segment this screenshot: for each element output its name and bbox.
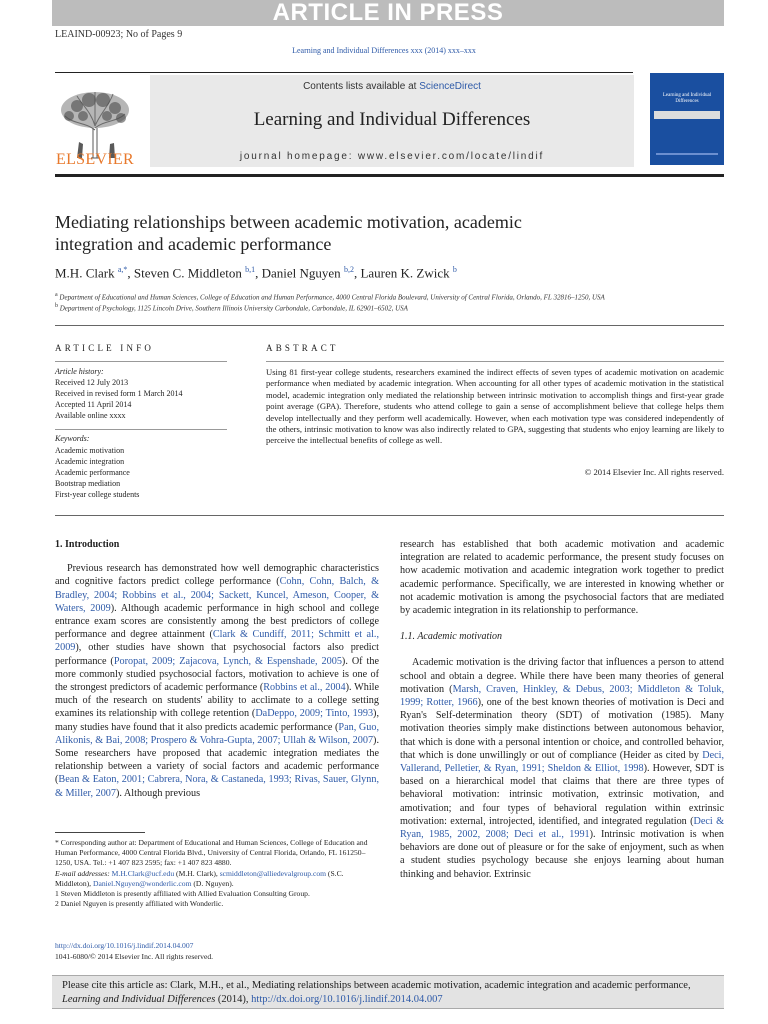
keywords-rule: [55, 429, 227, 430]
article-id: LEAIND-00923; No of Pages 9: [55, 29, 183, 40]
body-text: ). Although previous: [116, 787, 201, 799]
affiliation-b: [55, 303, 408, 312]
citation-link[interactable]: Marsh, Craven, Hinkley, & Debus, 2003; Middleton & Toluk, 1999; Rotter, 1966: [400, 683, 724, 709]
affiliation-marker: a: [55, 292, 58, 298]
body-text: Academic motivation is the driving factor that influences a person to attend school and obtain a degree. While there have been many theories of general motivation (: [400, 657, 724, 695]
section-heading-introduction: 1. Introduction: [55, 539, 120, 550]
author-affiliation-marker[interactable]: b,2: [343, 265, 354, 274]
abstract-heading: ABSTRACT: [266, 343, 339, 353]
keyword-item: Academic integration: [55, 457, 125, 466]
citation-link[interactable]: Poropat, 2009; Zajacova, Lynch, & Espenshade, 2005: [113, 655, 342, 667]
author-list: M.H. Clark $^{a,*}$, Steven C. Middleton $^{b,1}$, Daniel Nguyen $^{b,2}$, Lauren K. Zwick $^b$: [55, 265, 457, 281]
keyword-item: Academic motivation: [55, 446, 125, 455]
cover-image-band: [654, 111, 720, 119]
journal-reference-link[interactable]: Learning and Individual Differences xxx (2014) xxx–xxx: [292, 46, 476, 55]
body-text: ), one of the best known theories of motivation is Deci and Ryan's Self-determination theory (SDT) of motivation (1985). Many motivation theories simply make distinctions between autonomous behavior, that which is done with a personal intention or choice, and controlled behavior, that which is done unwillingly or out of compliance (Heider as cited by: [400, 697, 724, 761]
affiliation-a: [55, 292, 605, 301]
article-history-label: Article history:: [55, 367, 104, 376]
email-owner: (D. Nguyen).: [191, 878, 234, 888]
history-revised: Received in revised form 1 March 2014: [55, 389, 183, 398]
doi-link[interactable]: http://dx.doi.org/10.1016/j.lindif.2014.04.007: [55, 941, 194, 950]
citation-link[interactable]: Deci & Ryan, 1985, 2002, 2008; Deci et al., 1991: [400, 815, 725, 841]
masthead-thick-rule: [55, 174, 724, 177]
article-info-heading: ARTICLE INFO: [55, 343, 155, 353]
author-name: M.H. Clark: [55, 265, 115, 281]
cover-journal-title: Learning and Individual Differences: [662, 93, 712, 104]
author-affiliation-marker[interactable]: b,1: [245, 265, 256, 274]
email-link-clark[interactable]: M.H.Clark@ucf.edu: [111, 868, 175, 878]
citation-year: (2014),: [215, 994, 252, 1005]
subsection-heading-academic-motivation: 1.1. Academic motivation: [400, 631, 503, 643]
academic-motivation-paragraph: [400, 656, 724, 880]
article-in-press-banner: ARTICLE IN PRESS: [52, 0, 724, 26]
citation-text: Please cite this article as: Clark, M.H., et al., Mediating relationships between academic motivation, academic integration and academic performance,: [62, 980, 691, 991]
author-affiliation-marker[interactable]: a,*: [117, 265, 128, 274]
email-owner: (M.H. Clark),: [174, 868, 220, 878]
affiliation-marker: b: [55, 303, 58, 309]
keywords-label: Keywords:: [55, 434, 90, 443]
keyword-item: First-year college students: [55, 490, 140, 499]
body-text: ). While much of the research on students' ability to acclimate to a college setting examines its relationship with college retention (: [55, 682, 379, 720]
footnotes: [55, 838, 379, 909]
affiliation-text: Department of Educational and Human Sciences, College of Education and Human Performance, 4000 Central Florida Boulevard, University of Central Florida, Orlando, FL 32816–1250, USA: [59, 293, 605, 302]
email-label: E-mail addresses:: [55, 868, 112, 878]
history-available: Available online xxxx: [55, 411, 126, 420]
contents-prefix: Contents lists available at: [303, 81, 420, 92]
contents-available-line: [150, 81, 634, 92]
body-text: ), many studies have found that it also predicts academic performance (: [55, 708, 379, 733]
journal-homepage[interactable]: journal homepage: www.elsevier.com/locate/lindif: [239, 151, 545, 162]
right-paragraph-continued: research has established that both academic motivation and academic integration are related to academic performance, the present study focuses on how academic motivation and academic integration work together to predict academic performance. Specifically, we are interested in knowing whether or not academic motivation is among the psychosocial factors that are mediated by academic integration in its relationship to performance.: [400, 539, 724, 617]
citation-link[interactable]: Clark & Cundiff, 2011; Schmitt et al., 2009: [55, 629, 379, 654]
abstract-rule: [266, 361, 724, 362]
citation-link[interactable]: Pan, Guo, Alikonis, & Bai, 2008; Prospero & Vohra-Gupta, 2007; Ullah & Wilson, 2007: [55, 721, 379, 746]
history-accepted: Accepted 11 April 2014: [55, 400, 132, 409]
article-info-rule: [55, 361, 227, 362]
title-line-2: integration and academic performance: [55, 234, 332, 254]
email-link-middleton[interactable]: scmiddleton@alliedevalgroup.com: [219, 868, 327, 878]
body-text: ). Although academic performance in high school and college entrance exam scores are consistently among the best predictors of college performance and degree attainment (: [55, 602, 380, 641]
affiliation-rule: [55, 325, 724, 326]
history-received: Received 12 July 2013: [55, 378, 129, 387]
affiliation-text: Department of Psychology, 1125 Lincoln Drive, Southern Illinois University Carbondale, Carbondale, IL 62901–6502, USA: [59, 304, 408, 313]
citation-box: [52, 975, 724, 1009]
body-text: ). Of the more commonly studied psychosocial factors, motivation to achieve is one of the strongest predictors of academic performance (: [55, 655, 379, 694]
body-text: ). However, SDT is based on a hierarchical model that claims that there are three types of behavioral motivation: intrinsic motivation, extrinsic motivation, and amotivation; and four types of behavioral regulation within extrinsic motivation: external, introjected, identified, and integrated regulation (: [400, 763, 724, 827]
keyword-item: Bootstrap mediation: [55, 479, 121, 488]
citation-doi-link[interactable]: http://dx.doi.org/10.1016/j.lindif.2014.04.007: [251, 994, 443, 1005]
email-link-nguyen[interactable]: Daniel.Nguyen@wonderlic.com: [92, 878, 192, 888]
cover-footer-rule: [656, 153, 718, 155]
author-affiliation-marker[interactable]: b: [452, 265, 457, 274]
issn-copyright-line: 1041-6080/© 2014 Elsevier Inc. All rights reserved.: [55, 952, 214, 961]
journal-masthead: [150, 75, 634, 167]
citation-link[interactable]: Robbins et al., 2004: [263, 682, 346, 694]
title-line-1: Mediating relationships between academic motivation, academic: [55, 212, 522, 232]
body-text: Previous research has demonstrated how well demographic characteristics and cognitive factors predict college performance (: [55, 563, 379, 588]
email-owner: (S.C. Middleton),: [55, 868, 344, 888]
abstract-text: Using 81 first-year college students, researchers examined the indirect effects of seven types of academic motivation on academic performance when mediated by academic integration. When accounting for all other types of academic motivation in the statistical model, academic integration only mediated the relationship between intrinsic motivation to accomplish things and first-year grade point average (GPA). Therefore, students who attend college to gain a sense of accomplishment believe that college helps them develop intellectually and they perform well academically. However, when each motivation type was considered independently of the others, intrinsic motivation to know was also indirectly related to GPA, suggesting that students who enjoy learning are likely to perceive the intellectual benefits of college as well.: [266, 367, 724, 446]
body-text: ), other studies have shown that psychosocial factors also predict performance (: [55, 642, 379, 667]
citation-link[interactable]: DaDeppo, 2009; Tinto, 1993: [255, 708, 374, 720]
body-right-column: [400, 538, 724, 881]
citation-link[interactable]: Bean & Eaton, 2001; Cabrera, Nora, & Castaneda, 1993; Rivas, Sauer, Glynn, & Miller, 2007: [55, 774, 379, 799]
body-text: ). Some researchers have proposed that academic integration mediates the relationship between a variety of social factors and academic performance (: [55, 734, 379, 786]
journal-cover-thumbnail[interactable]: [650, 73, 724, 165]
keyword-item: Academic performance: [55, 468, 130, 477]
header-rule: [55, 72, 633, 73]
footnote-rule: [55, 832, 145, 833]
abstract-copyright: © 2014 Elsevier Inc. All rights reserved.: [584, 467, 724, 477]
email-addresses-note: [55, 869, 379, 889]
paper-title: [55, 211, 655, 255]
citation-journal: Learning and Individual Differences: [62, 994, 216, 1005]
body-left-column: [55, 538, 379, 800]
corresponding-author-note: * Corresponding author at: Department of Educational and Human Sciences, College of Education and Human Performance, 4000 Central Florida Blvd., University of Central Florida, Orlando, FL 161250–1250, USA. Tel.: +1 407 823 2595; fax: +1 407 823 4880.: [55, 838, 368, 868]
author-name: Lauren K. Zwick: [360, 265, 450, 281]
body-text: ). Intrinsic motivation is when behaviors are done out of pleasure or for the sake of enjoyment, such as when a student studies psychology because she enjoys learning about human thinking and behavior. Extrinsic: [400, 829, 724, 880]
citation-link[interactable]: Deci, Vallerand, Pelletier, & Ryan, 1991; Sheldon & Elliot, 1998: [400, 749, 724, 775]
citation-link[interactable]: Cohn, Cohn, Balch, & Bradley, 2004; Robbins et al., 2004; Sackett, Kuncel, Ameson, Cooper, & Waters, 2009: [55, 576, 379, 614]
footnote-2: 2 Daniel Nguyen is presently affiliated with Wonderlic.: [55, 899, 224, 909]
author-name: Daniel Nguyen: [261, 265, 341, 281]
abstract-bottom-rule: [55, 515, 724, 516]
journal-title: Learning and Individual Differences: [253, 109, 531, 130]
introduction-paragraph: [55, 562, 379, 800]
elsevier-wordmark: ELSEVIER: [56, 151, 134, 168]
author-name: Steven C. Middleton: [133, 265, 242, 281]
sciencedirect-link[interactable]: ScienceDirect: [419, 81, 481, 92]
footnote-1: 1 Steven Middleton is presently affiliated with Allied Evaluation Consulting Group.: [55, 889, 310, 899]
